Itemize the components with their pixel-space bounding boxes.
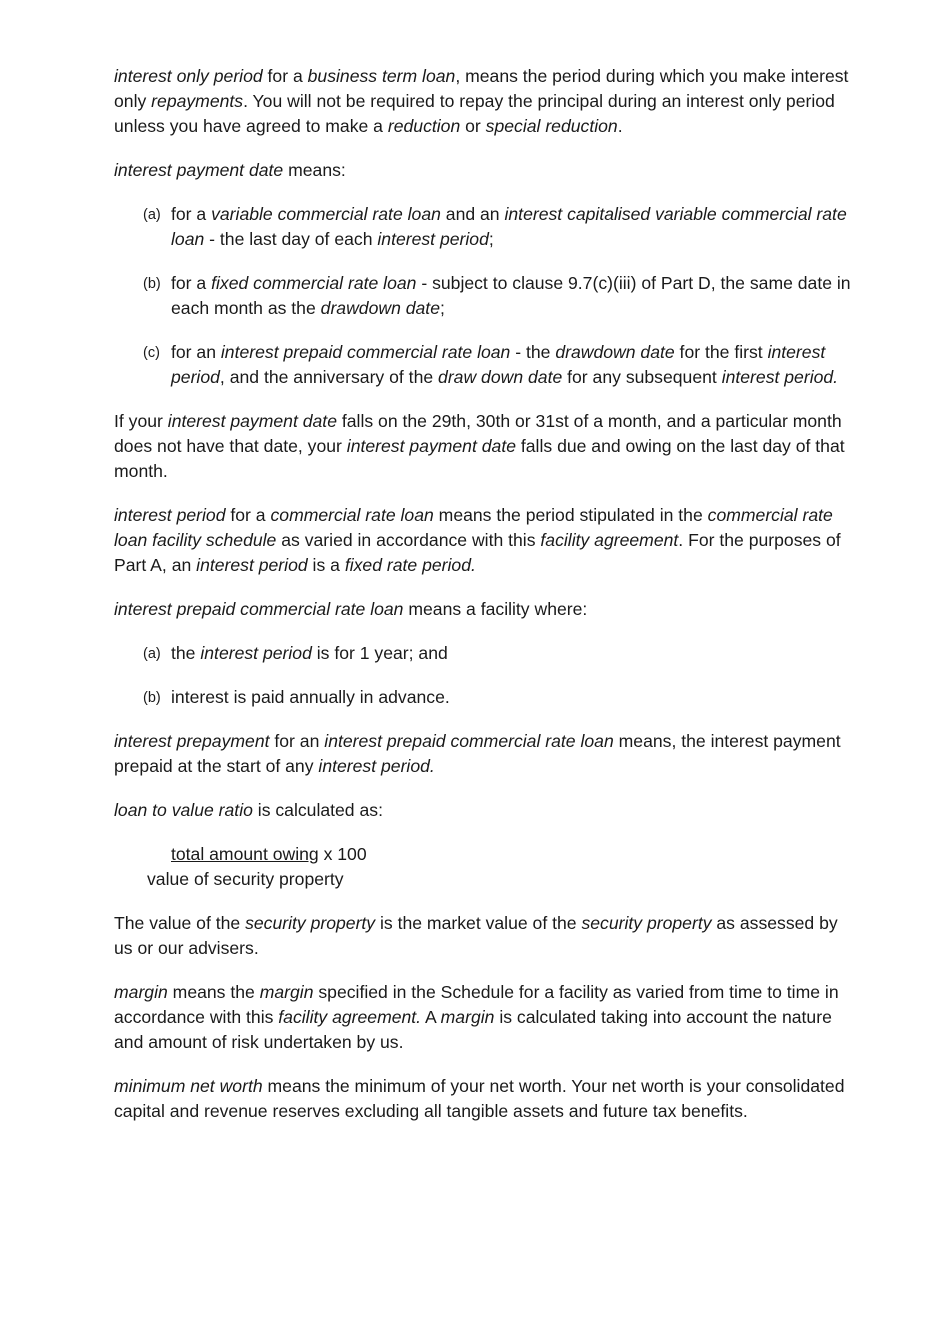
defined-term: minimum net worth: [114, 1076, 263, 1096]
defined-term: variable commercial rate loan: [211, 204, 441, 224]
list-item-text: [171, 204, 847, 249]
text-run: as assessed by us or our advisers.: [114, 913, 838, 958]
defined-term: interest period: [114, 505, 226, 525]
defined-term: repayments: [151, 91, 244, 111]
defined-term: drawdown date: [555, 342, 675, 362]
text-run: - subject to clause 9.7(c)(iii) of Part D, the same date in each month as the: [171, 273, 851, 318]
defined-term: reduction: [387, 116, 461, 136]
text-run: for a: [262, 66, 308, 86]
defined-term: interest prepaid commercial rate loan: [114, 599, 404, 619]
list-item: [143, 202, 861, 252]
defined-term: facility agreement.: [278, 1007, 422, 1027]
text-run: and an: [440, 204, 505, 224]
security-property-value-note: [114, 911, 854, 961]
text-run: A: [421, 1007, 441, 1027]
ltv-formula: [147, 842, 547, 892]
text-run: interest is paid annually in advance.: [171, 687, 450, 707]
text-run: is calculated taking into account the nature and amount of risk undertaken by us.: [114, 1007, 832, 1052]
defined-term: interest period.: [318, 756, 435, 776]
defined-term: commercial rate loan: [270, 505, 434, 525]
definition-interest-payment-date: [114, 158, 854, 183]
text-run: falls on the 29th, 30th or 31st of a month, and a particular month does not have that date, your: [114, 411, 842, 456]
text-run: means:: [283, 160, 346, 180]
list-item-label: (b): [143, 276, 161, 292]
formula-multiplier: x 100: [318, 844, 367, 864]
text-run: - the: [510, 342, 556, 362]
list-item-label: (a): [143, 207, 161, 223]
text-run: for the first: [674, 342, 768, 362]
text-run: means the: [167, 982, 260, 1002]
defined-term: interest payment date: [114, 160, 284, 180]
text-run: for an: [171, 342, 221, 362]
defined-term: interest prepaid commercial rate loan: [324, 731, 614, 751]
definition-margin: [114, 980, 854, 1055]
text-run: .: [617, 116, 623, 136]
defined-term: interest prepaid commercial rate loan: [220, 342, 511, 362]
definition-interest-only-period: [114, 64, 854, 139]
defined-term: fixed rate period.: [344, 555, 476, 575]
list-item: [143, 271, 861, 321]
text-run: - the last day of each: [204, 229, 378, 249]
definition-minimum-net-worth: [114, 1074, 854, 1124]
defined-term: interest prepayment: [114, 731, 270, 751]
list-item-text: [171, 687, 450, 707]
defined-term: drawdown date: [320, 298, 440, 318]
defined-term: margin: [440, 1007, 495, 1027]
text-run: , means the period during which you make interest only: [114, 66, 849, 111]
defined-term: interest only period: [114, 66, 263, 86]
defined-term: interest payment date: [167, 411, 337, 431]
list-item-label: (b): [143, 690, 161, 706]
list-item-label: (c): [143, 345, 160, 361]
defined-term: interest period: [377, 229, 489, 249]
text-run: ;: [488, 229, 494, 249]
defined-term: loan to value ratio: [114, 800, 253, 820]
text-run: for a: [171, 204, 212, 224]
defined-term: margin: [259, 982, 314, 1002]
definition-interest-prepaid-commercial-rate-loan: [114, 597, 854, 622]
defined-term: business term loan: [307, 66, 456, 86]
list-item-text: [171, 273, 851, 318]
text-run: . For the purposes of Part A, an: [114, 530, 841, 575]
text-run: , and the anniversary of the: [219, 367, 439, 387]
defined-term: interest period: [171, 342, 826, 387]
defined-term: special reduction: [485, 116, 618, 136]
defined-term: fixed commercial rate loan: [211, 273, 417, 293]
defined-term: interest period.: [721, 367, 839, 387]
text-run: the: [171, 643, 201, 663]
list-item-text: [171, 342, 838, 387]
text-run: means, the interest payment prepaid at the start of any: [114, 731, 841, 776]
defined-term: interest capitalised variable commercial rate loan: [171, 204, 847, 249]
defined-term: interest period: [200, 643, 312, 663]
definition-interest-prepayment: [114, 729, 854, 779]
text-run: is calculated as:: [252, 800, 383, 820]
text-run: as varied in accordance with this: [276, 530, 541, 550]
text-run: means a facility where:: [403, 599, 588, 619]
defined-term: draw down date: [438, 367, 563, 387]
defined-term: margin: [114, 982, 168, 1002]
defined-term: facility agreement: [540, 530, 679, 550]
list-item-label: (a): [143, 646, 161, 662]
formula-numerator: total amount owing: [171, 844, 319, 864]
list-item: [143, 641, 861, 666]
text-run: . You will not be required to repay the principal during an interest only period unless you have agreed to make a: [114, 91, 835, 136]
defined-term: interest period: [196, 555, 308, 575]
text-run: means the period stipulated in the: [433, 505, 708, 525]
text-run: means the minimum of your net worth. Your net worth is your consolidated capital and revenue reserves excluding all tangible assets and future tax benefits.: [114, 1076, 845, 1121]
text-run: is for 1 year; and: [311, 643, 448, 663]
interest-payment-date-note: [114, 409, 854, 484]
list-item: [143, 340, 861, 390]
definition-interest-period: [114, 503, 854, 578]
text-run: specified in the Schedule for a facility as varied from time to time in accordance with this: [114, 982, 839, 1027]
text-run: for a: [225, 505, 271, 525]
text-run: ;: [439, 298, 445, 318]
text-run: The value of the: [114, 913, 246, 933]
text-run: or: [460, 116, 486, 136]
text-run: for a: [171, 273, 212, 293]
defined-term: commercial rate loan facility schedule: [114, 505, 833, 550]
text-run: falls due and owing on the last day of that month.: [114, 436, 845, 481]
text-run: If your: [114, 411, 168, 431]
text-run: for any subsequent: [562, 367, 722, 387]
text-run: is the market value of the: [375, 913, 582, 933]
definition-loan-to-value-ratio: [114, 798, 854, 823]
list-item: [143, 685, 861, 710]
list-item-text: [171, 643, 448, 663]
formula-denominator: value of security property: [147, 869, 344, 889]
text-run: is a: [307, 555, 345, 575]
defined-term: security property: [245, 913, 376, 933]
defined-term: security property: [581, 913, 712, 933]
text-run: for an: [269, 731, 325, 751]
defined-term: interest payment date: [346, 436, 516, 456]
formula-numerator-line: [147, 842, 547, 867]
